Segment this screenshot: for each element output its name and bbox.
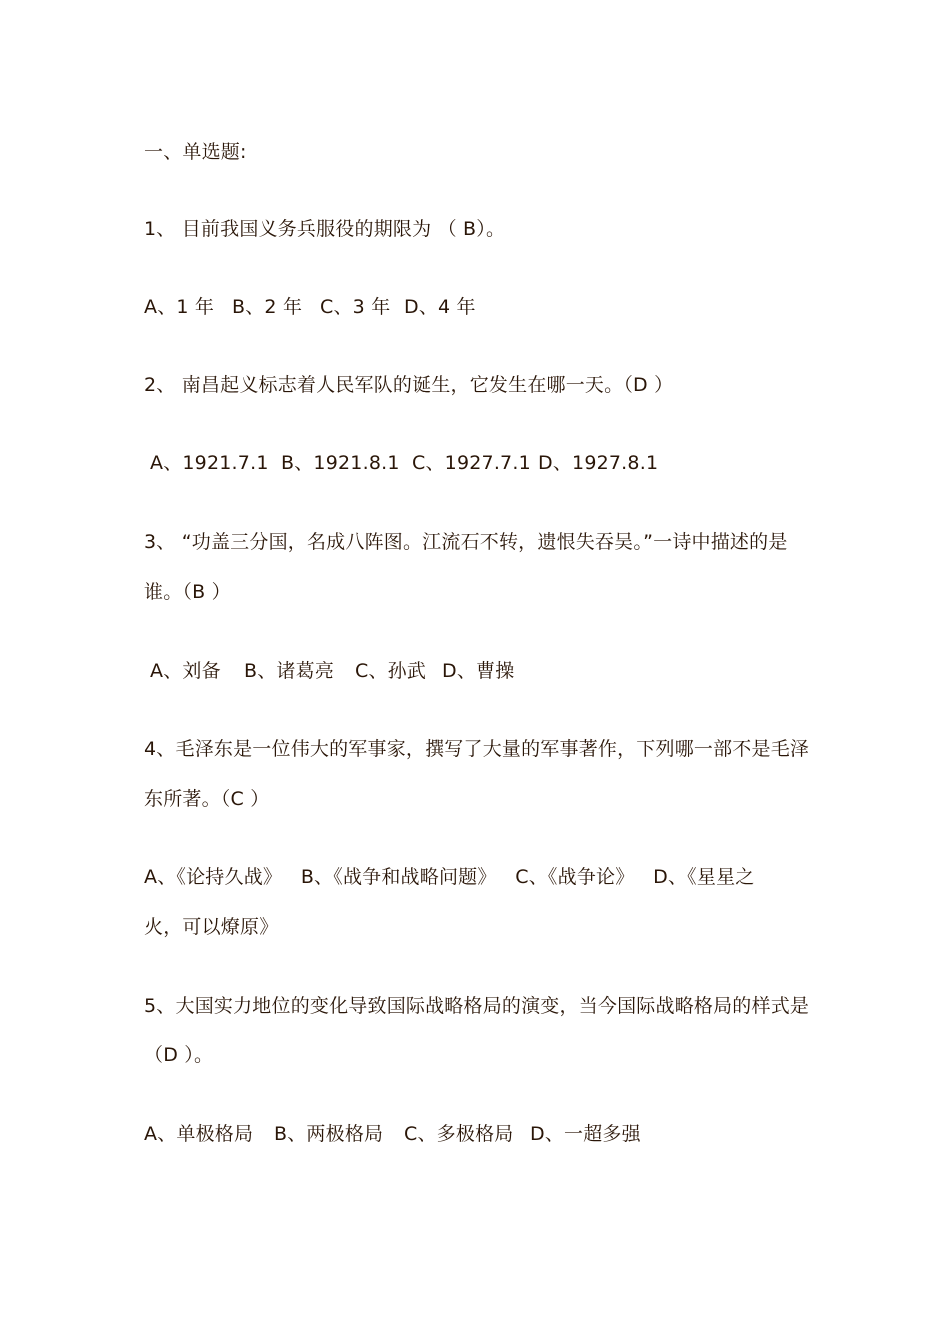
question-3-stem-line2: 谁。（B ）: [144, 581, 231, 603]
question-4-options-line1: A、《论持久战》 B、《战争和战略问题》 C、《战争论》 D、《星星之: [144, 866, 755, 888]
option-c: C、多极格局: [404, 1123, 514, 1145]
question-2-stem: 2、 南昌起义标志着人民军队的诞生，它发生在哪一天。（D ）: [144, 374, 674, 396]
option-a: A、1 年: [144, 296, 215, 318]
question-3-options: [150, 659, 514, 683]
option-a: A、1921.7.1: [150, 452, 269, 474]
question-2-options: [150, 451, 658, 475]
option-d: D、1927.8.1: [538, 452, 659, 474]
question-4-options-line2: 火，可以燎原》: [144, 916, 279, 938]
option-d: D、4 年: [404, 296, 476, 318]
question-5-stem-line2: （D ）。: [144, 1044, 214, 1066]
option-d: D、一超多强: [530, 1123, 641, 1145]
question-1-stem: 1、 目前我国义务兵服役的期限为 （ B）。: [144, 218, 506, 240]
section-title: 一、单选题:: [144, 141, 247, 163]
question-4-stem-line2: 东所著。（C ）: [144, 788, 270, 810]
option-a: A、刘备: [150, 660, 221, 682]
option-d: D、曹操: [442, 660, 515, 682]
option-b: B、1921.8.1: [281, 452, 400, 474]
question-4-stem-line1: 4、毛泽东是一位伟大的军事家，撰写了大量的军事著作，下列哪一部不是毛泽: [144, 738, 810, 760]
option-b: B、2 年: [232, 296, 303, 318]
question-3-stem-line1: 3、 “功盖三分国，名成八阵图。江流石不转，遗恨失吞吴。”一诗中描述的是: [144, 531, 788, 553]
question-5-stem-line1: 5、大国实力地位的变化导致国际战略格局的演变，当今国际战略格局的样式是: [144, 995, 810, 1017]
question-1-options: [144, 295, 476, 319]
option-b: B、诸葛亮: [244, 660, 335, 682]
question-5-options: [144, 1122, 641, 1146]
option-a: A、单极格局: [144, 1123, 254, 1145]
option-c: C、1927.7.1: [412, 452, 531, 474]
option-b: B、两极格局: [274, 1123, 384, 1145]
option-c: C、3 年: [320, 296, 391, 318]
option-c: C、孙武: [355, 660, 427, 682]
